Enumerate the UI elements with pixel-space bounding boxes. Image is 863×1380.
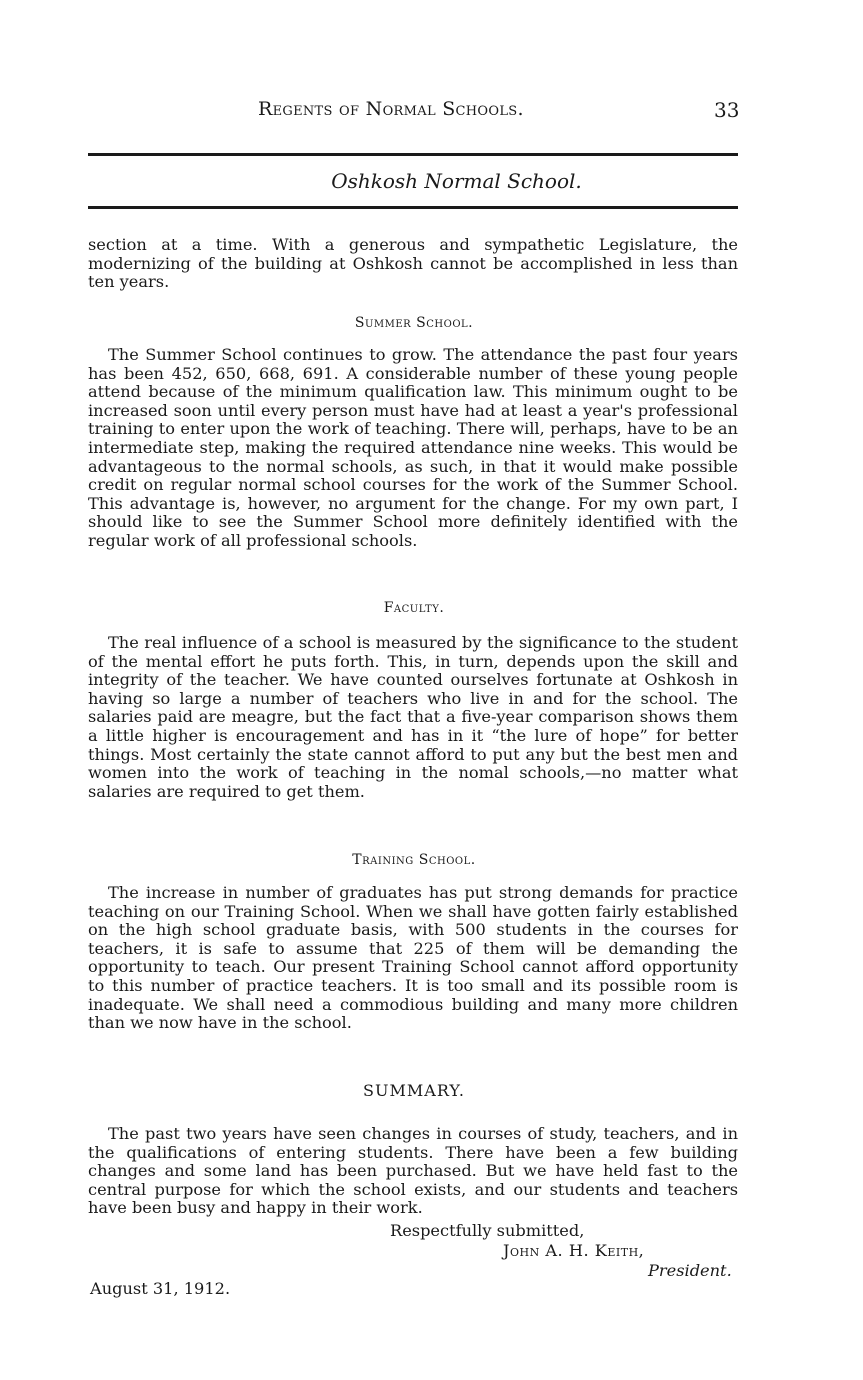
page-number: 33 (714, 98, 740, 122)
section-text-training-school: The increase in number of graduates has put strong demands for practice teaching on our Training School. When we shall have gotten fairly established on the high school graduate basis, with 500 students in the courses for teachers, it is safe to assume that 225 of them will be demanding the opportunity to teach. Our present Training School cannot afford opportunity to this number of practice teachers. It is too small and its possible room is inadequate. We shall need a commodious building and many more children than we now have in the school. (88, 883, 738, 1033)
section-heading-faculty: Faculty. (383, 600, 445, 616)
report-date: August 31, 1912. (90, 1279, 231, 1298)
section-heading-training-school: Training School. (352, 852, 476, 868)
section-heading-summary: SUMMARY. (363, 1081, 465, 1100)
valediction: Respectfully submitted, (390, 1221, 585, 1240)
header-rule-top (88, 153, 738, 156)
section-heading-summer-school: Summer School. (354, 315, 474, 331)
signatory-title: President. (648, 1261, 732, 1280)
section-text-summary: The past two years have seen changes in courses of study, teachers, and in the qualifications of entering students. There have been a few building changes and some land has been purchased. But we have held fast to the central purpose for which the school exists, and our students and teachers have been busy and happy in their work. (88, 1124, 738, 1218)
school-title: Oshkosh Normal School. (331, 169, 582, 193)
intro-paragraph: section at a time. With a generous and sympathetic Legislature, the modernizing of the building at Oshkosh cannot be accomplished in less than ten years. (88, 235, 738, 292)
running-head: Regents of Normal Schools. (258, 98, 524, 120)
signatory-name: John A. H. Keith, (503, 1241, 645, 1260)
header-rule-bottom (88, 206, 738, 209)
section-text-faculty: The real influence of a school is measured by the significance to the student of the mental effort he puts forth. This, in turn, depends upon the skill and integrity of the teacher. We have counted ourselves fortunate at Oshkosh in having so large a number of teachers who live in and for the school. The salaries paid are meagre, but the fact that a five-year comparison shows them a little higher is encouragement and has in it “the lure of hope” for better things. Most certainly the state cannot afford to put any but the best men and women into the work of teaching in the nomal schools,—no matter what salaries are required to get them. (88, 633, 738, 801)
section-text-summer-school: The Summer School continues to grow. The attendance the past four years has been 452, 650, 668, 691. A considerable number of these young people attend because of the minimum qualification law. This minimum ought to be increased soon until every person must have had at least a year's professional training to enter upon the work of teaching. There will, perhaps, have to be an intermediate step, making the required attendance nine weeks. This would be advantageous to the normal schools, as such, in that it would make possible credit on regular normal school courses for the work of the Summer School. This advantage is, however, no argument for the change. For my own part, I should like to see the Summer School more definitely identified with the regular work of all professional schools. (88, 345, 738, 550)
